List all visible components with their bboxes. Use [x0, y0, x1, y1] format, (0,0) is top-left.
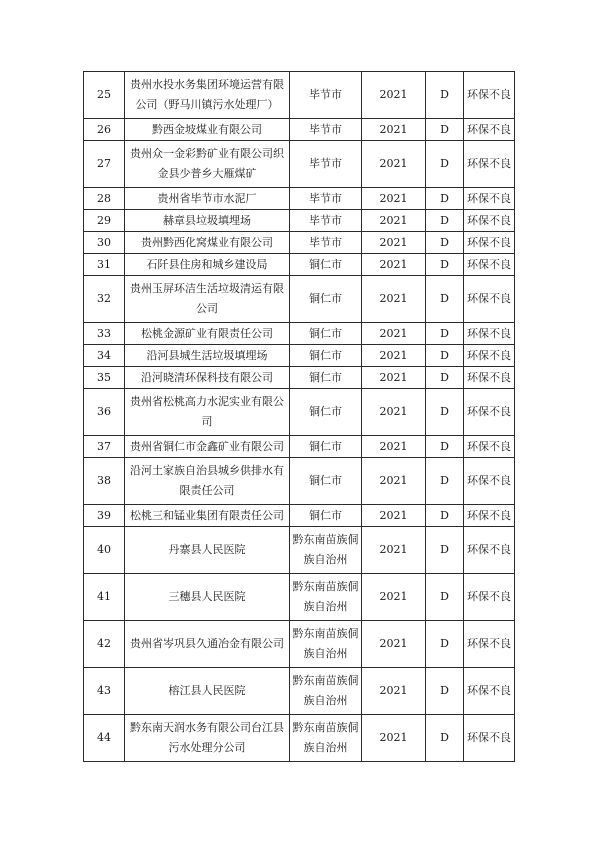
rating-result: 环保不良	[464, 715, 515, 762]
row-number: 44	[84, 715, 125, 762]
grade: D	[426, 119, 464, 141]
city: 黔东南苗族侗族自治州	[290, 574, 362, 621]
row-number: 35	[84, 367, 125, 389]
row-number: 43	[84, 668, 125, 715]
company-name: 赫章县垃圾填埋场	[125, 210, 290, 232]
rating-result: 环保不良	[464, 119, 515, 141]
rating-result: 环保不良	[464, 232, 515, 254]
city: 毕节市	[290, 119, 362, 141]
company-name: 贵州省岑巩县久通冶金有限公司	[125, 621, 290, 668]
company-name: 黔西金坡煤业有限公司	[125, 119, 290, 141]
row-number: 41	[84, 574, 125, 621]
rating-result: 环保不良	[464, 210, 515, 232]
table-row	[84, 232, 515, 254]
table-row	[84, 668, 515, 715]
row-number: 36	[84, 389, 125, 436]
year: 2021	[362, 527, 426, 574]
company-name: 沿河晓清环保科技有限公司	[125, 367, 290, 389]
year: 2021	[362, 210, 426, 232]
year: 2021	[362, 323, 426, 345]
year: 2021	[362, 436, 426, 458]
city: 黔东南苗族侗族自治州	[290, 621, 362, 668]
row-number: 38	[84, 458, 125, 505]
rating-result: 环保不良	[464, 458, 515, 505]
row-number: 37	[84, 436, 125, 458]
city: 铜仁市	[290, 389, 362, 436]
grade: D	[426, 232, 464, 254]
company-name: 贵州省毕节市水泥厂	[125, 188, 290, 210]
row-number: 26	[84, 119, 125, 141]
year: 2021	[362, 254, 426, 276]
rating-result: 环保不良	[464, 436, 515, 458]
city: 铜仁市	[290, 254, 362, 276]
company-name: 沿河土家族自治县城乡供排水有限责任公司	[125, 458, 290, 505]
company-name: 黔东南天润水务有限公司台江县污水处理分公司	[125, 715, 290, 762]
row-number: 34	[84, 345, 125, 367]
grade: D	[426, 389, 464, 436]
row-number: 33	[84, 323, 125, 345]
company-name: 贵州省松桃高力水泥实业有限公司	[125, 389, 290, 436]
company-name: 贵州黔西化窝煤业有限公司	[125, 232, 290, 254]
table-row	[84, 621, 515, 668]
row-number: 25	[84, 72, 125, 119]
table-row	[84, 527, 515, 574]
year: 2021	[362, 574, 426, 621]
rating-result: 环保不良	[464, 254, 515, 276]
city: 铜仁市	[290, 505, 362, 527]
city: 毕节市	[290, 232, 362, 254]
city: 黔东南苗族侗族自治州	[290, 715, 362, 762]
grade: D	[426, 210, 464, 232]
year: 2021	[362, 72, 426, 119]
city: 铜仁市	[290, 436, 362, 458]
table-row	[84, 389, 515, 436]
table-row	[84, 323, 515, 345]
year: 2021	[362, 119, 426, 141]
city: 黔东南苗族侗族自治州	[290, 527, 362, 574]
grade: D	[426, 574, 464, 621]
table-row	[84, 458, 515, 505]
year: 2021	[362, 276, 426, 323]
city: 铜仁市	[290, 323, 362, 345]
city: 黔东南苗族侗族自治州	[290, 668, 362, 715]
row-number: 42	[84, 621, 125, 668]
rating-result: 环保不良	[464, 389, 515, 436]
year: 2021	[362, 621, 426, 668]
rating-result: 环保不良	[464, 141, 515, 188]
year: 2021	[362, 389, 426, 436]
rating-result: 环保不良	[464, 188, 515, 210]
rating-result: 环保不良	[464, 276, 515, 323]
company-name: 贵州众一金彩黔矿业有限公司织金县少普乡大雁煤矿	[125, 141, 290, 188]
records-table	[83, 71, 515, 762]
company-name: 榕江县人民医院	[125, 668, 290, 715]
grade: D	[426, 323, 464, 345]
table-row	[84, 188, 515, 210]
table-row	[84, 367, 515, 389]
grade: D	[426, 458, 464, 505]
city: 毕节市	[290, 188, 362, 210]
grade: D	[426, 668, 464, 715]
row-number: 29	[84, 210, 125, 232]
year: 2021	[362, 141, 426, 188]
table-row	[84, 436, 515, 458]
year: 2021	[362, 232, 426, 254]
grade: D	[426, 188, 464, 210]
row-number: 39	[84, 505, 125, 527]
table-row	[84, 574, 515, 621]
company-name: 贵州玉屏环洁生活垃圾清运有限公司	[125, 276, 290, 323]
row-number: 30	[84, 232, 125, 254]
table-row	[84, 72, 515, 119]
company-name: 丹寨县人民医院	[125, 527, 290, 574]
year: 2021	[362, 458, 426, 505]
city: 铜仁市	[290, 458, 362, 505]
table-row	[84, 141, 515, 188]
grade: D	[426, 276, 464, 323]
grade: D	[426, 254, 464, 276]
table-row	[84, 254, 515, 276]
year: 2021	[362, 345, 426, 367]
grade: D	[426, 141, 464, 188]
grade: D	[426, 621, 464, 668]
company-name: 沿河县城生活垃圾填埋场	[125, 345, 290, 367]
company-name: 松桃三和锰业集团有限责任公司	[125, 505, 290, 527]
rating-result: 环保不良	[464, 367, 515, 389]
rating-result: 环保不良	[464, 505, 515, 527]
rating-result: 环保不良	[464, 323, 515, 345]
year: 2021	[362, 367, 426, 389]
table-row	[84, 715, 515, 762]
company-name: 贵州省铜仁市金鑫矿业有限公司	[125, 436, 290, 458]
grade: D	[426, 505, 464, 527]
grade: D	[426, 345, 464, 367]
row-number: 31	[84, 254, 125, 276]
company-name: 三穗县人民医院	[125, 574, 290, 621]
rating-result: 环保不良	[464, 621, 515, 668]
city: 铜仁市	[290, 276, 362, 323]
city: 毕节市	[290, 210, 362, 232]
rating-result: 环保不良	[464, 527, 515, 574]
rating-result: 环保不良	[464, 72, 515, 119]
grade: D	[426, 72, 464, 119]
company-name: 贵州水投水务集团环境运营有限公司（野马川镇污水处理厂）	[125, 72, 290, 119]
year: 2021	[362, 715, 426, 762]
table-row	[84, 119, 515, 141]
table-row	[84, 210, 515, 232]
row-number: 27	[84, 141, 125, 188]
row-number: 32	[84, 276, 125, 323]
rating-result: 环保不良	[464, 345, 515, 367]
table-row	[84, 276, 515, 323]
city: 毕节市	[290, 141, 362, 188]
city: 毕节市	[290, 72, 362, 119]
year: 2021	[362, 188, 426, 210]
grade: D	[426, 527, 464, 574]
city: 铜仁市	[290, 345, 362, 367]
company-name: 松桃金源矿业有限责任公司	[125, 323, 290, 345]
row-number: 28	[84, 188, 125, 210]
rating-result: 环保不良	[464, 574, 515, 621]
grade: D	[426, 367, 464, 389]
grade: D	[426, 715, 464, 762]
rating-result: 环保不良	[464, 668, 515, 715]
city: 铜仁市	[290, 367, 362, 389]
year: 2021	[362, 505, 426, 527]
grade: D	[426, 436, 464, 458]
company-name: 石阡县住房和城乡建设局	[125, 254, 290, 276]
row-number: 40	[84, 527, 125, 574]
table-row	[84, 345, 515, 367]
table-row	[84, 505, 515, 527]
year: 2021	[362, 668, 426, 715]
